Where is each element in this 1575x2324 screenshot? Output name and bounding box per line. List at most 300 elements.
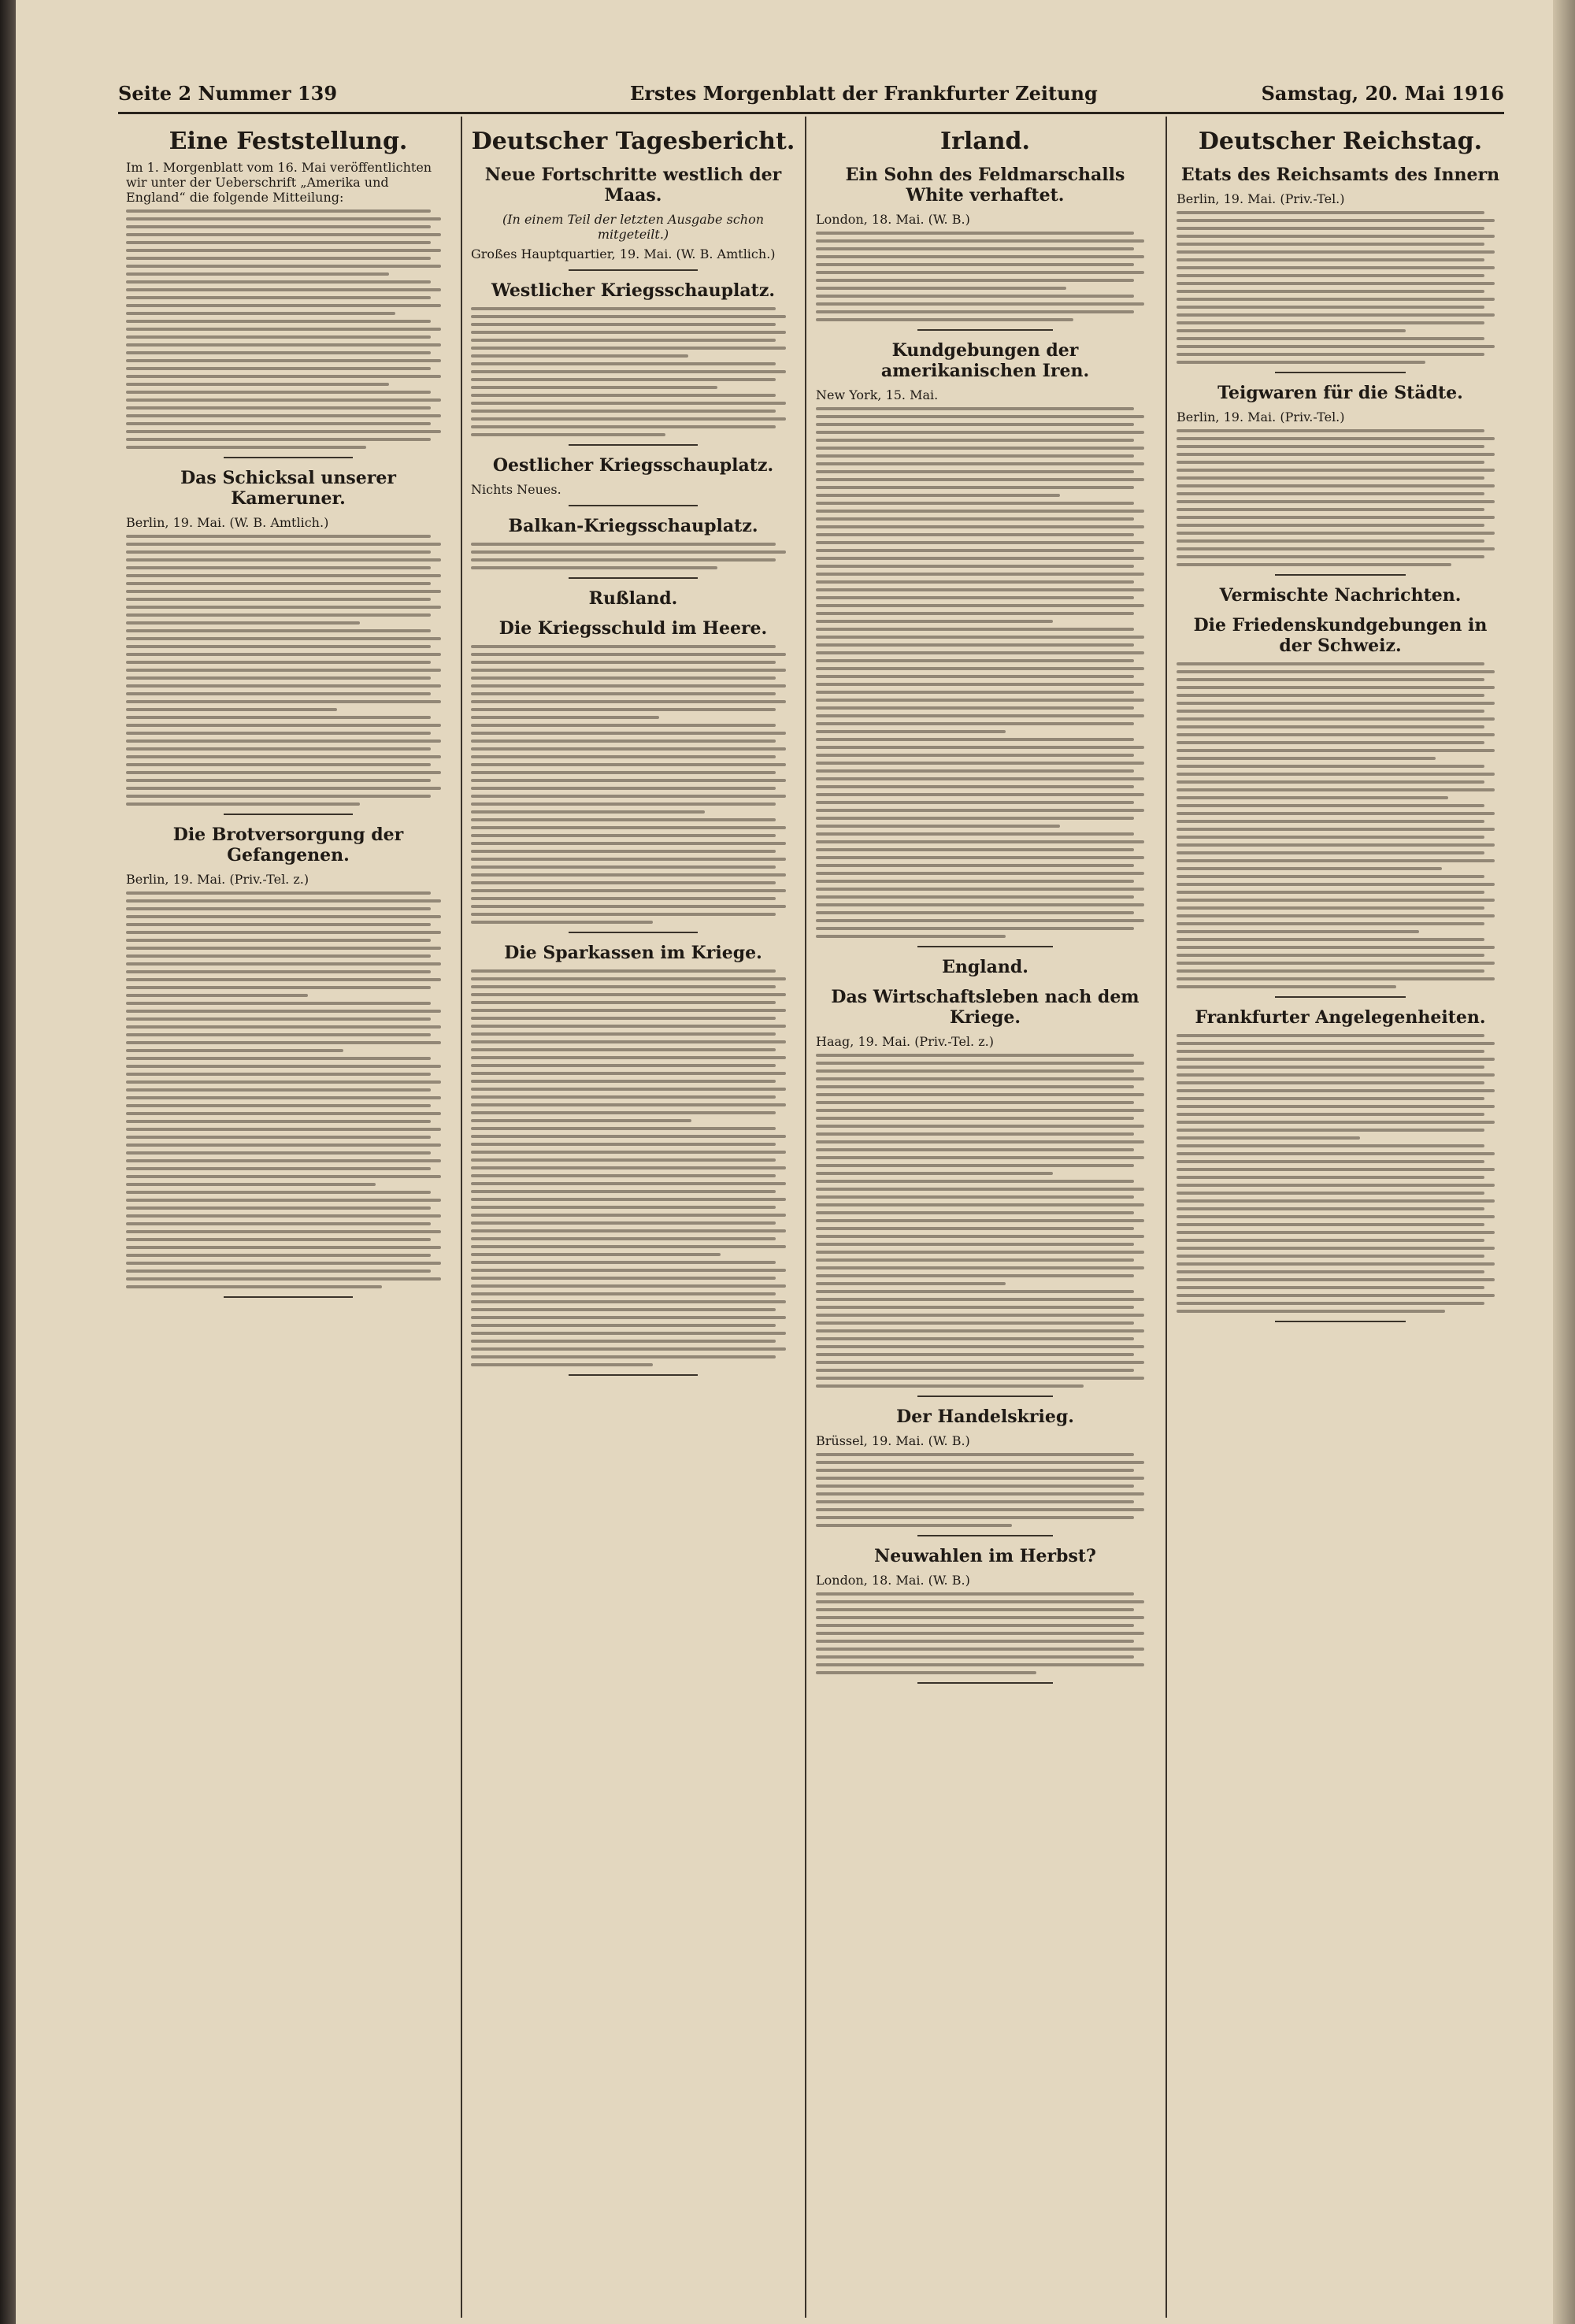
text-block: [1177, 938, 1504, 988]
text-line: [126, 1104, 431, 1107]
text-line: [816, 628, 1134, 631]
text-line: [1177, 219, 1495, 222]
text-line: [471, 417, 786, 421]
text-line: [816, 1219, 1144, 1222]
text-line: [1177, 361, 1425, 364]
masthead: Erstes Morgenblatt der Frankfurter Zeitung: [630, 82, 1098, 105]
text-line: [816, 817, 1134, 820]
text-line: [816, 1353, 1134, 1356]
text-line: [1177, 1286, 1484, 1289]
text-line: [126, 535, 431, 538]
page-number: Seite 2 Nummer 139: [118, 82, 338, 105]
book-binding: [0, 0, 16, 2324]
header-rule: [118, 112, 1504, 114]
text-line: [816, 706, 1134, 710]
column-4: [1177, 120, 1504, 2317]
text-line: [816, 271, 1144, 274]
text-line: [471, 1111, 776, 1114]
dateline: New York, 15. Mai.: [816, 387, 939, 402]
text-line: [816, 1632, 1144, 1635]
text-line: [816, 407, 1134, 410]
text-line: [816, 832, 1134, 836]
text-line: [471, 550, 786, 554]
text-line: [1177, 1270, 1484, 1273]
text-line: [126, 692, 431, 695]
text-line: [1177, 946, 1495, 949]
dateline: London, 18. Mai. (W. B.): [816, 212, 970, 227]
text-line: [1177, 710, 1484, 713]
text-line: [816, 247, 1134, 250]
text-line: [471, 1127, 776, 1130]
text-line: [1177, 227, 1484, 230]
text-line: [1177, 875, 1484, 878]
text-line: [126, 335, 431, 339]
text-line: [816, 864, 1134, 867]
text-block: [126, 1002, 450, 1052]
text-line: [1177, 329, 1406, 332]
text-line: [126, 795, 431, 798]
text-line: [471, 1135, 786, 1138]
text-line: [1177, 469, 1495, 472]
text-line: [816, 1624, 1134, 1627]
text-line: [126, 1057, 431, 1060]
text-line: [126, 747, 431, 751]
text-block: [816, 628, 1154, 733]
text-line: [816, 1251, 1144, 1254]
text-line: [471, 747, 786, 751]
text-line: [471, 1332, 786, 1335]
text-line: [816, 588, 1144, 591]
text-line: [1177, 678, 1484, 681]
text-line: [126, 1136, 431, 1139]
text-line: [471, 834, 776, 837]
section-heading: Balkan-Kriegsschauplatz.: [508, 516, 758, 536]
section-separator: [1275, 1321, 1406, 1322]
text-line: [126, 645, 431, 648]
text-block: [816, 1592, 1154, 1674]
text-line: [126, 375, 441, 378]
text-line: [816, 643, 1134, 647]
text-line: [816, 1361, 1144, 1364]
text-line: [126, 550, 431, 554]
text-line: [471, 1009, 786, 1012]
text-block: [126, 535, 450, 625]
text-line: [126, 1285, 382, 1288]
text-line: [471, 1284, 786, 1288]
text-line: [471, 1056, 786, 1059]
text-line: [1177, 1097, 1484, 1100]
text-block: [816, 1180, 1154, 1285]
text-line: [816, 793, 1144, 796]
text-line: [816, 1384, 1084, 1388]
text-line: [816, 1461, 1144, 1464]
text-line: [1177, 539, 1484, 543]
text-line: [471, 1261, 776, 1264]
text-line: [126, 257, 431, 260]
text-line: [126, 1222, 431, 1225]
text-line: [471, 566, 717, 569]
text-line: [126, 241, 431, 244]
text-line: [471, 905, 786, 908]
text-line: [1177, 1231, 1495, 1234]
text-line: [471, 1174, 776, 1177]
text-line: [816, 1453, 1134, 1456]
text-line: [1177, 969, 1484, 973]
text-line: [816, 691, 1134, 694]
text-line: [816, 636, 1144, 639]
section-heading: Neuwahlen im Herbst?: [874, 1546, 1096, 1566]
section-heading: Westlicher Kriegsschauplatz.: [491, 280, 775, 301]
text-line: [816, 1616, 1144, 1619]
text-line: [126, 1254, 431, 1257]
section-heading: Die Sparkassen im Kriege.: [504, 943, 762, 963]
text-line: [1177, 741, 1484, 744]
section-separator: [1275, 996, 1406, 998]
section-separator: [569, 505, 699, 506]
text-block: [816, 1453, 1154, 1527]
text-line: [1177, 1192, 1484, 1195]
text-line: [471, 755, 776, 758]
text-line: [126, 779, 431, 782]
text-line: [1177, 563, 1451, 566]
text-line: [816, 1282, 1006, 1285]
text-line: [1177, 321, 1484, 324]
text-line: [816, 1369, 1134, 1372]
text-line: [816, 1085, 1134, 1088]
text-line: [816, 1671, 1036, 1674]
text-line: [126, 939, 431, 942]
text-block: [126, 320, 450, 386]
text-line: [1177, 290, 1484, 293]
text-line: [471, 402, 786, 405]
text-line: [126, 661, 431, 664]
text-line: [816, 1148, 1134, 1151]
text-line: [126, 907, 431, 910]
text-line: [816, 699, 1144, 702]
text-line: [1177, 547, 1495, 550]
text-line: [1177, 899, 1495, 902]
text-block: [471, 645, 795, 719]
text-line: [1177, 836, 1484, 839]
text-line: [1177, 345, 1495, 348]
text-line: [126, 590, 441, 593]
text-line: [471, 787, 776, 790]
text-line: [471, 826, 786, 829]
text-line: [126, 962, 441, 966]
text-line: [816, 1069, 1134, 1073]
text-line: [816, 287, 1066, 290]
text-line: [126, 1159, 441, 1162]
text-line: [471, 1206, 776, 1209]
text-line: [126, 225, 431, 228]
text-line: [1177, 453, 1495, 456]
text-line: [1177, 445, 1484, 448]
text-line: [816, 848, 1134, 851]
text-block: [816, 832, 1154, 938]
section-heading: Die Brotversorgung der Gefangenen.: [172, 825, 404, 865]
text-line: [126, 217, 441, 221]
dateline: Brüssel, 19. Mai. (W. B.): [816, 1433, 970, 1448]
text-line: [126, 265, 441, 268]
text-line: [816, 486, 1134, 489]
text-line: [1177, 1255, 1484, 1258]
text-line: [471, 1040, 786, 1043]
section-heading: Vermischte Nachrichten.: [1219, 585, 1462, 606]
text-line: [471, 1072, 786, 1075]
text-line: [126, 312, 395, 315]
text-line: [126, 629, 431, 632]
text-line: [471, 732, 786, 735]
text-line: [126, 1065, 441, 1068]
section-separator: [224, 814, 354, 815]
page-header: [118, 79, 1504, 107]
text-line: [816, 754, 1134, 757]
text-line: [471, 676, 776, 680]
text-line: [816, 1508, 1144, 1511]
text-line: [816, 762, 1144, 765]
text-line: [1177, 1113, 1484, 1116]
section-separator: [1275, 574, 1406, 576]
text-line: [816, 746, 1144, 749]
text-line: [1177, 282, 1495, 285]
text-line: [1177, 524, 1484, 527]
section-subheading: Ein Sohn des Feldmarschalls White verhaftet.: [845, 165, 1125, 206]
text-line: [1177, 914, 1495, 917]
text-line: [126, 1206, 431, 1210]
text-line: [126, 1120, 431, 1123]
text-block: [816, 232, 1154, 290]
text-line: [1177, 1278, 1495, 1281]
text-line: [816, 927, 1134, 930]
text-line: [1177, 962, 1495, 965]
text-line: [816, 895, 1134, 899]
text-line: [1177, 500, 1495, 503]
text-line: [816, 573, 1144, 576]
text-line: [816, 604, 1144, 607]
text-line: [816, 620, 1053, 623]
text-line: [126, 566, 431, 569]
section-heading: Frankfurter Angelegenheiten.: [1195, 1007, 1486, 1028]
text-block: [126, 891, 450, 997]
text-line: [816, 1172, 1053, 1175]
text-line: [471, 362, 776, 365]
text-line: [471, 921, 653, 924]
text-line: [816, 675, 1134, 678]
text-line: [816, 1337, 1134, 1340]
text-line: [1177, 867, 1442, 870]
text-block: [816, 738, 1154, 828]
text-line: [471, 850, 776, 853]
text-line: [816, 525, 1144, 528]
text-line: [816, 1125, 1144, 1128]
text-line: [126, 732, 431, 735]
text-line: [816, 1227, 1134, 1230]
text-line: [816, 1258, 1134, 1262]
text-line: [816, 580, 1134, 584]
text-line: [816, 911, 1134, 914]
text-line: [126, 558, 441, 562]
text-line: [1177, 274, 1484, 277]
text-block: [1177, 804, 1504, 870]
text-line: [816, 1195, 1134, 1199]
text-line: [126, 947, 441, 950]
text-line: [1177, 851, 1484, 854]
text-line: [471, 1269, 786, 1272]
text-line: [1177, 1310, 1445, 1313]
text-line: [816, 549, 1134, 552]
text-line: [471, 1064, 776, 1067]
text-line: [126, 716, 431, 719]
text-block: [126, 391, 450, 449]
text-block: [471, 724, 795, 814]
section-separator: [917, 1682, 1053, 1684]
text-line: [471, 1253, 721, 1256]
text-line: [1177, 859, 1495, 862]
text-block: [471, 394, 795, 436]
text-line: [816, 1500, 1134, 1503]
text-line: [471, 339, 776, 342]
text-line: [816, 596, 1134, 599]
text-line: [126, 359, 441, 362]
text-block: [126, 629, 450, 711]
text-line: [816, 919, 1144, 922]
text-line: [471, 724, 776, 727]
text-line: [1177, 820, 1484, 823]
text-line: [816, 510, 1144, 513]
text-line: [126, 249, 441, 252]
text-block: [1177, 211, 1504, 332]
text-line: [126, 1143, 441, 1147]
text-line: [126, 669, 441, 672]
text-line: [1177, 1294, 1495, 1297]
text-line: [816, 310, 1134, 313]
text-line: [471, 1198, 786, 1201]
text-line: [126, 351, 431, 354]
section-separator: [569, 269, 699, 271]
text-block: [816, 295, 1154, 321]
text-line: [126, 1167, 431, 1170]
text-line: [1177, 828, 1495, 831]
text-line: [471, 1347, 786, 1351]
text-line: [126, 676, 431, 680]
text-line: [816, 903, 1144, 906]
text-block: [1177, 875, 1504, 933]
text-line: [126, 574, 441, 577]
text-line: [1177, 804, 1484, 807]
text-line: [1177, 725, 1484, 728]
text-line: [816, 1321, 1134, 1325]
text-line: [816, 1093, 1144, 1096]
text-line: [471, 1316, 786, 1319]
text-line: [816, 1211, 1134, 1214]
text-line: [126, 343, 441, 347]
text-line: [471, 873, 786, 877]
column-3: [816, 120, 1154, 2317]
text-line: [471, 394, 776, 397]
text-line: [816, 1663, 1144, 1666]
text-block: [1177, 1144, 1504, 1313]
text-line: [471, 763, 786, 766]
text-block: [126, 209, 450, 276]
text-line: [471, 985, 776, 988]
dateline: Berlin, 19. Mai. (Priv.-Tel.): [1177, 410, 1345, 424]
text-line: [816, 1203, 1144, 1206]
text-line: [126, 637, 441, 640]
column-rule: [1166, 117, 1167, 2318]
text-line: [471, 1324, 776, 1327]
text-line: [816, 935, 1006, 938]
text-line: [126, 391, 431, 394]
text-line: [816, 738, 1134, 741]
text-line: [471, 378, 776, 381]
text-line: [1177, 461, 1484, 464]
text-line: [471, 433, 665, 436]
text-line: [816, 801, 1134, 804]
section-separator: [917, 1535, 1053, 1536]
text-line: [126, 438, 431, 441]
text-line: [1177, 437, 1495, 440]
text-line: [1177, 516, 1495, 519]
text-line: [816, 1484, 1134, 1488]
text-line: [126, 1175, 441, 1178]
text-line: [816, 840, 1144, 843]
text-line: [471, 370, 786, 373]
text-line: [126, 923, 431, 926]
text-line: [1177, 1223, 1484, 1226]
text-line: [816, 565, 1134, 568]
text-line: [816, 825, 1060, 828]
text-line: [1177, 780, 1484, 784]
text-line: [126, 891, 431, 895]
text-line: [1177, 883, 1495, 886]
text-line: [471, 425, 776, 428]
text-line: [1177, 1081, 1484, 1084]
text-line: [471, 858, 786, 861]
text-line: [126, 1088, 431, 1092]
text-line: [1177, 954, 1484, 957]
text-line: [126, 1033, 431, 1036]
text-line: [471, 842, 786, 845]
text-line: [816, 730, 1006, 733]
section-subheading: Etats des Reichsamts des Innern: [1180, 165, 1500, 185]
text-line: [816, 295, 1134, 298]
text-line: [126, 700, 441, 703]
text-line: [816, 517, 1134, 521]
text-line: [1177, 670, 1495, 673]
text-line: [471, 1340, 776, 1343]
text-line: [471, 558, 776, 562]
text-line: [816, 1188, 1144, 1191]
text-line: [816, 1608, 1134, 1611]
text-line: [1177, 1247, 1495, 1250]
text-line: [1177, 1073, 1495, 1077]
section-separator: [569, 444, 699, 446]
text-line: [816, 478, 1144, 481]
text-line: [126, 621, 360, 625]
text-line: [816, 651, 1144, 654]
text-line: [471, 1182, 786, 1185]
text-line: [1177, 484, 1495, 487]
text-line: [1177, 1207, 1484, 1210]
text-line: [126, 414, 441, 417]
text-block: [126, 1191, 450, 1288]
text-line: [126, 1041, 441, 1044]
section-separator: [1275, 372, 1406, 373]
section-separator: [917, 946, 1053, 947]
dateline: Berlin, 19. Mai. (W. B. Amtlich.): [126, 515, 329, 530]
text-line: [1177, 1136, 1360, 1140]
text-line: [1177, 429, 1484, 432]
